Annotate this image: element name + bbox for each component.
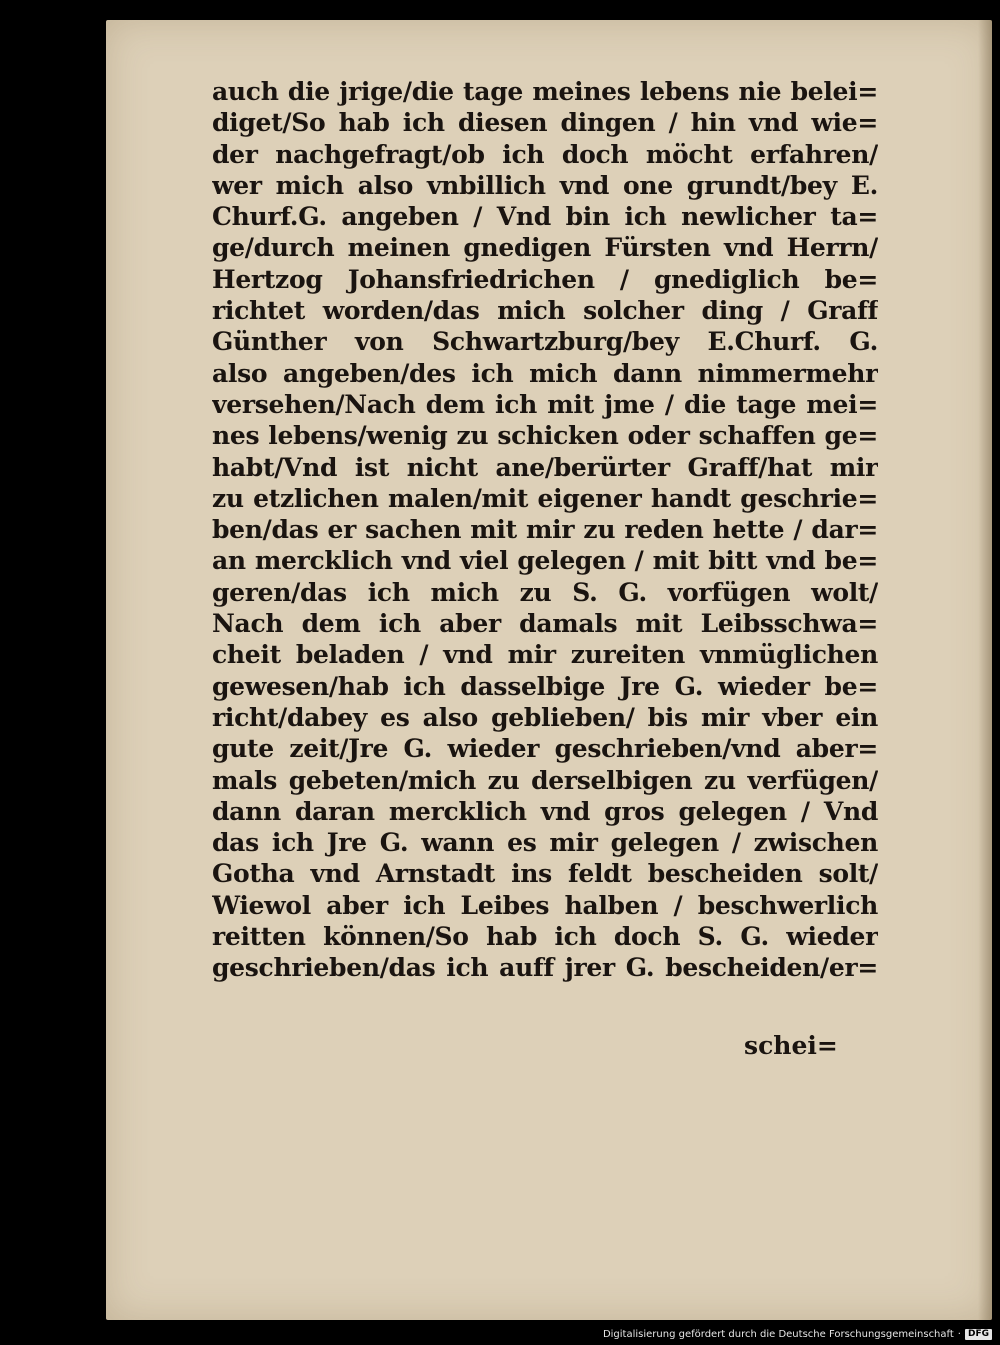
dfg-logo: DFG xyxy=(965,1329,992,1340)
text-line: Nach dem ich aber damals mit Leibsschwa= xyxy=(212,609,878,639)
page-edge-shadow xyxy=(978,20,992,1320)
text-line: das ich Jre G. wann es mir gelegen / zwischen xyxy=(212,828,878,858)
text-line: an mercklich vnd viel gelegen / mit bitt vnd be= xyxy=(212,546,878,576)
text-line: Hertzog Johansfriedrichen / gnediglich be= xyxy=(212,264,878,294)
text-line: reitten können/So hab ich doch S. G. wieder xyxy=(212,922,878,952)
text-line: ben/das er sachen mit mir zu reden hette / dar= xyxy=(212,515,878,545)
text-line: mals gebeten/mich zu derselbigen zu verfügen/ xyxy=(212,765,878,795)
text-line: der nachgefragt/ob ich doch möcht erfahren/ xyxy=(212,139,878,169)
digitization-credit xyxy=(603,1327,992,1341)
text-line: richt/dabey es also geblieben/ bis mir vber ein xyxy=(212,702,878,732)
text-line: versehen/Nach dem ich mit jme / die tage mei= xyxy=(212,389,878,419)
page-body-text xyxy=(212,76,878,984)
text-line: Churf.G. angeben / Vnd bin ich newlicher ta= xyxy=(212,202,878,232)
text-line: Günther von Schwartzburg/bey E.Churf. G. xyxy=(212,327,878,357)
text-line: also angeben/des ich mich dann nimmermehr xyxy=(212,358,878,388)
text-line: wer mich also vnbillich vnd one grundt/bey E. xyxy=(212,170,878,200)
text-line: geschrieben/das ich auff jrer G. bescheiden/er= xyxy=(212,953,878,983)
text-line: habt/Vnd ist nicht ane/berürter Graff/hat mir xyxy=(212,452,878,482)
text-line: ge/durch meinen gnedigen Fürsten vnd Herrn/ xyxy=(212,233,878,263)
catchword: schei= xyxy=(744,1031,838,1060)
text-line: zu etzlichen malen/mit eigener handt geschrie= xyxy=(212,483,878,513)
text-line: gute zeit/Jre G. wieder geschrieben/vnd aber= xyxy=(212,734,878,764)
text-line: auch die jrige/die tage meines lebens nie belei= xyxy=(212,77,878,106)
text-line: cheit beladen / vnd mir zureiten vnmüglichen xyxy=(212,640,878,670)
text-line: gewesen/hab ich dasselbige Jre G. wieder be= xyxy=(212,671,878,701)
text-line: dann daran mercklich vnd gros gelegen / Vnd xyxy=(212,796,878,826)
text-line: Gotha vnd Arnstadt ins feldt bescheiden solt/ xyxy=(212,859,878,889)
text-line: geren/das ich mich zu S. G. vorfügen wolt/ xyxy=(212,577,878,607)
text-line: richtet worden/das mich solcher ding / Graff xyxy=(212,296,878,326)
text-line: Wiewol aber ich Leibes halben / beschwerlich xyxy=(212,890,878,920)
credit-separator: · xyxy=(957,1328,961,1340)
text-line: diget/So hab ich diesen dingen / hin vnd wie= xyxy=(212,108,878,138)
text-line: nes lebens/wenig zu schicken oder schaffen ge= xyxy=(212,421,878,451)
credit-text: Digitalisierung gefördert durch die Deutsche Forschungsgemeinschaft xyxy=(602,1328,954,1340)
